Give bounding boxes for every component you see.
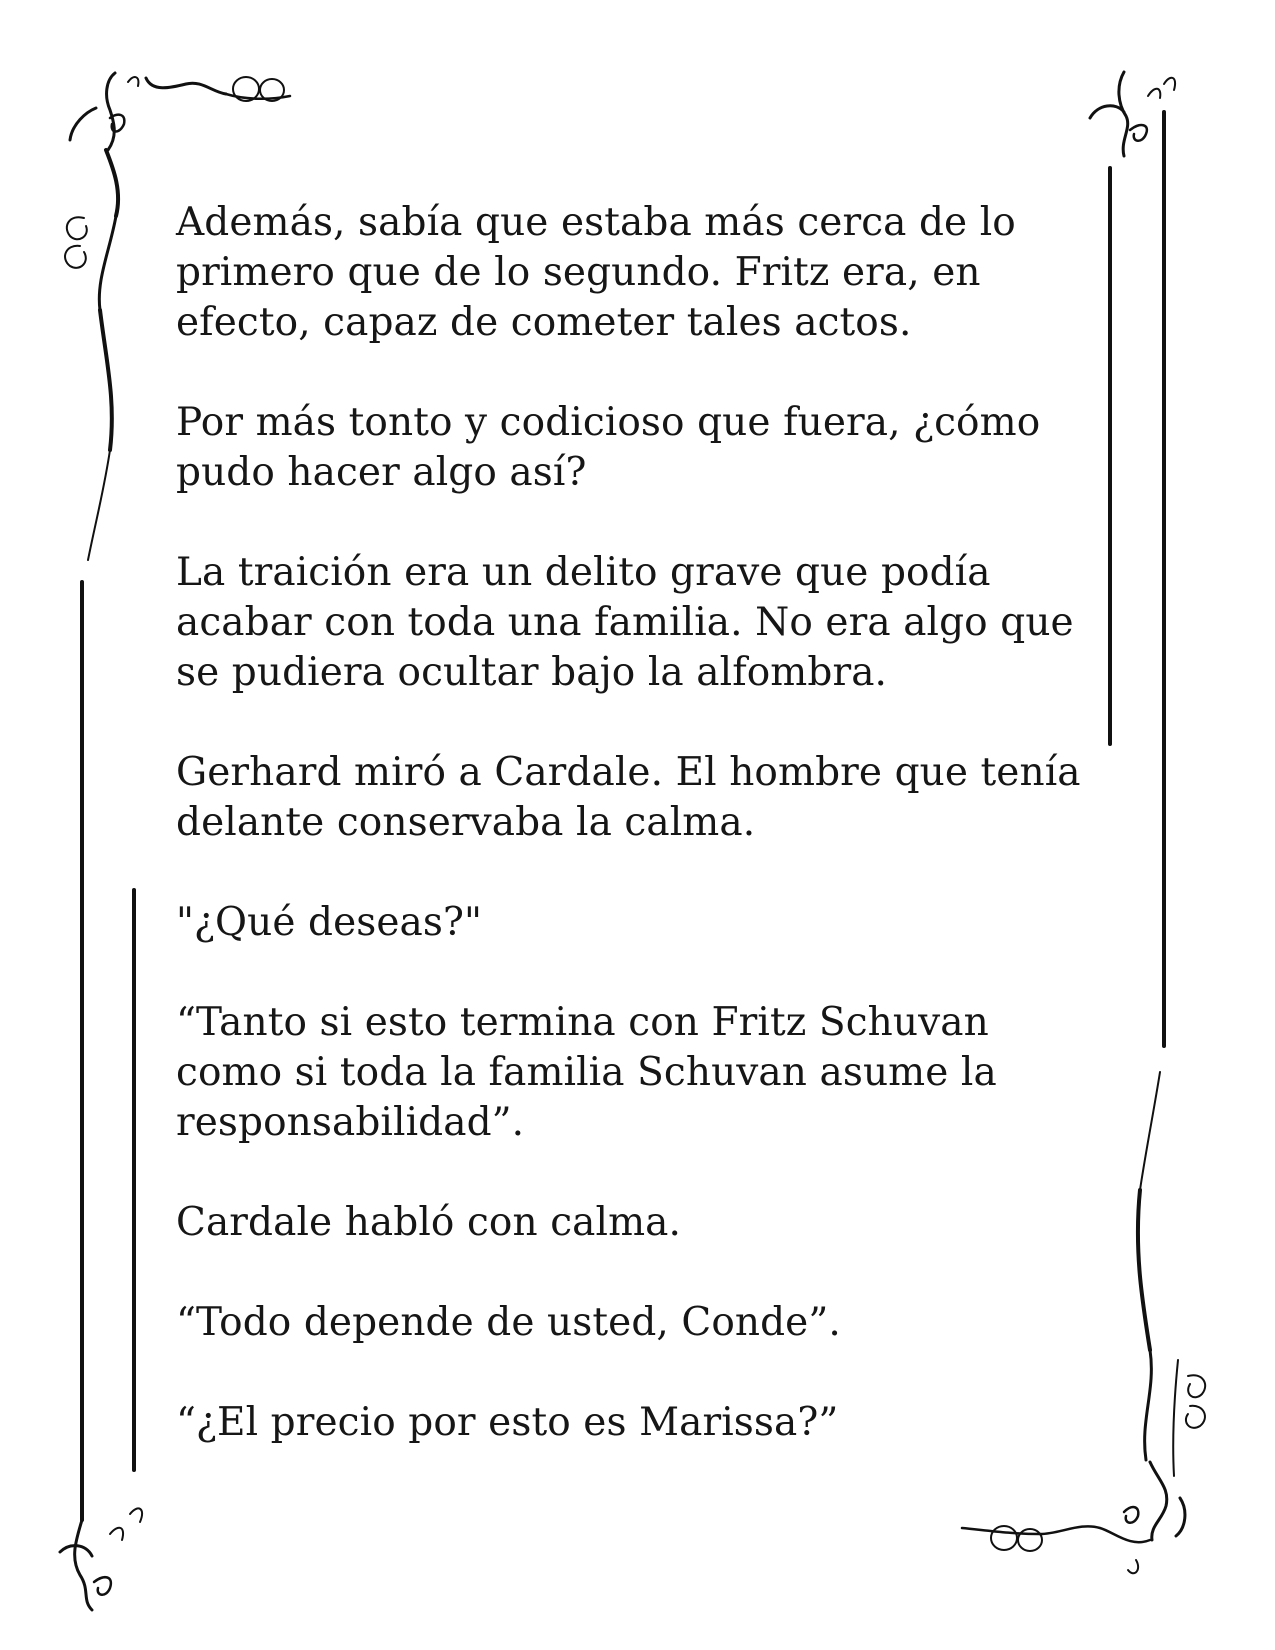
dialogue-line: “Todo depende de usted, Conde”.	[176, 1300, 841, 1345]
bottom-left-flourish	[60, 1508, 142, 1610]
body-text	[176, 198, 1096, 1498]
dialogue-line: "¿Qué deseas?"	[176, 900, 483, 945]
paragraph: Por más tonto y codicioso que fuera, ¿cómo pudo hacer algo así?	[176, 400, 1041, 495]
dialogue-line: “¿El precio por esto es Marissa?”	[176, 1400, 839, 1445]
paragraph: Cardale habló con calma.	[176, 1200, 682, 1245]
paragraph: Además, sabía que estaba más cerca de lo primero que de lo segundo. Fritz era, en efecto, capaz de cometer tales actos.	[176, 200, 1016, 345]
paragraph: Gerhard miró a Cardale. El hombre que tenía delante conservaba la calma.	[176, 750, 1081, 845]
paragraph: La traición era un delito grave que podía acabar con toda una familia. No era algo que se pudiera ocultar bajo la alfombra.	[176, 550, 1074, 695]
dialogue-line: “Tanto si esto termina con Fritz Schuvan como si toda la familia Schuvan asume la responsabilidad”.	[176, 1000, 997, 1145]
